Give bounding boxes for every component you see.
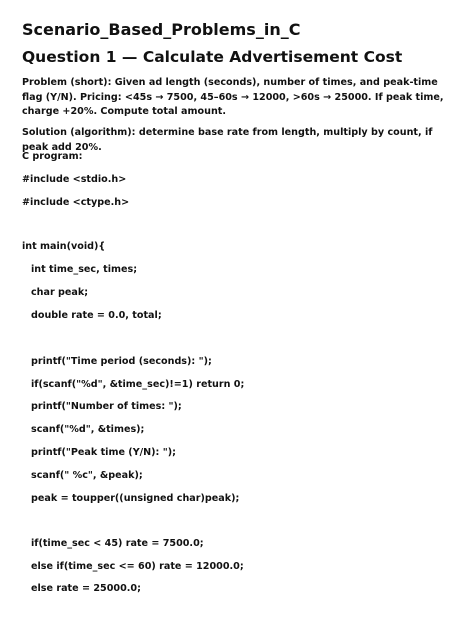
code-line: scanf(" %c", &peak);	[31, 470, 143, 481]
code-line: else if(time_sec <= 60) rate = 12000.0;	[31, 561, 244, 572]
code-line: peak = toupper((unsigned char)peak);	[31, 493, 240, 504]
program-label: C program:	[22, 151, 83, 162]
code-line: else rate = 25000.0;	[31, 583, 141, 594]
solution-paragraph: Solution (algorithm): determine base rate from length, multiply by count, if peak add 20%.	[22, 127, 433, 153]
document-title: Scenario_Based_Problems_in_C	[22, 20, 301, 39]
code-line: if(time_sec < 45) rate = 7500.0;	[31, 538, 204, 549]
question-title: Question 1 — Calculate Advertisement Cost	[22, 48, 403, 66]
code-line: if(scanf("%d", &time_sec)!=1) return 0;	[31, 379, 245, 390]
code-line: char peak;	[31, 287, 89, 298]
code-line: #include <stdio.h>	[22, 174, 127, 185]
problem-paragraph: Problem (short): Given ad length (seconds), number of times, and peak-time flag (Y/N). Pricing: <45s → 7500, 45–60s → 12000, >60s → 25000. If peak time, charge +20%. Compute total amount.	[22, 77, 444, 117]
code-line: printf("Time period (seconds): ");	[31, 356, 212, 367]
code-line: printf("Number of times: ");	[31, 401, 182, 412]
code-line: int main(void){	[22, 241, 106, 252]
code-line: scanf("%d", &times);	[31, 424, 145, 435]
code-line: double rate = 0.0, total;	[31, 310, 162, 321]
code-line: #include <ctype.h>	[22, 197, 130, 208]
code-line: printf("Peak time (Y/N): ");	[31, 447, 176, 458]
code-line: int time_sec, times;	[31, 264, 138, 275]
